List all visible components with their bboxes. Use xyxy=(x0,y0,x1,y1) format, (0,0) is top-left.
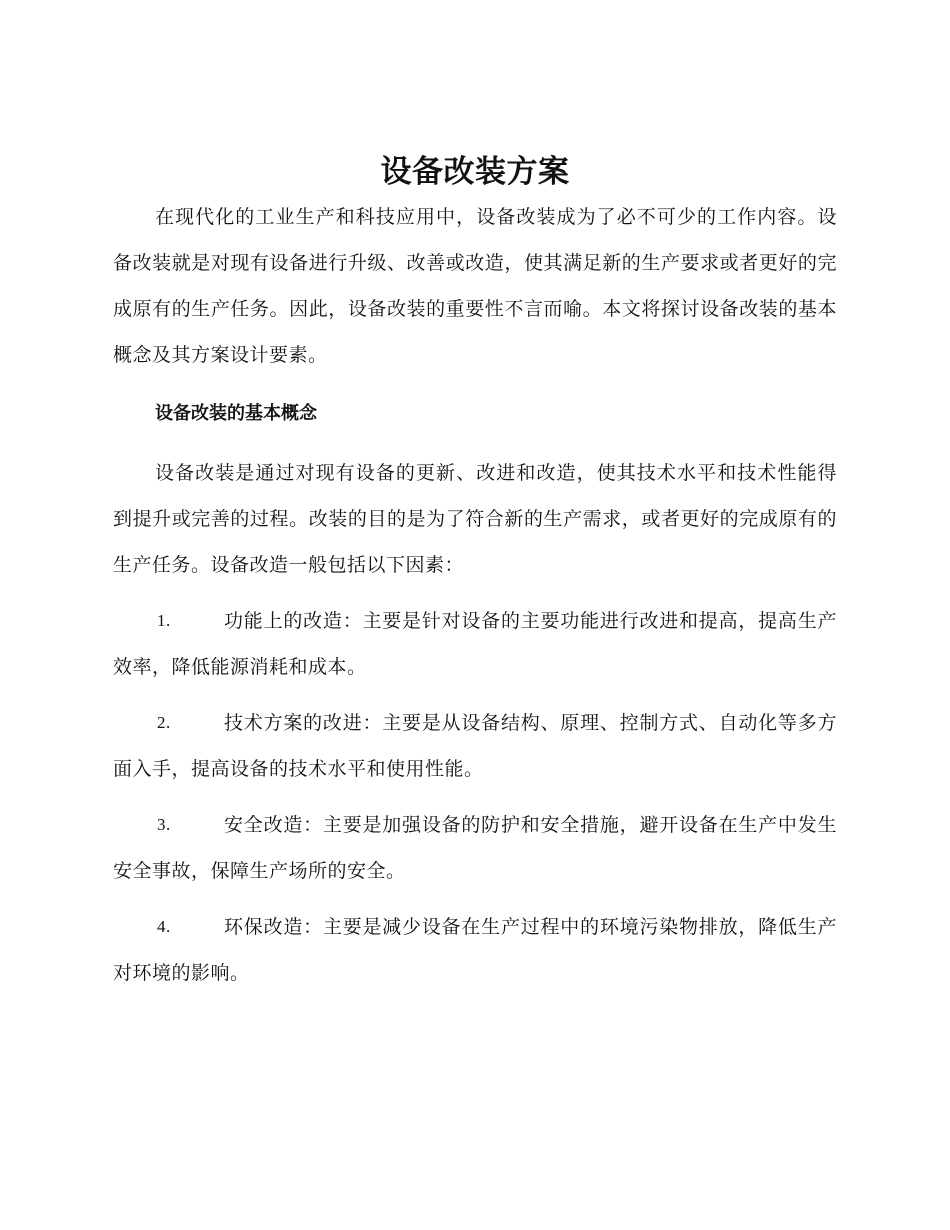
list-item xyxy=(113,598,837,690)
list-item xyxy=(113,700,837,792)
list-item-text: 环保改造：主要是减少设备在生产过程中的环境污染物排放，降低生产对环境的影响。 xyxy=(113,916,837,984)
list-item-number: 4. xyxy=(157,917,171,936)
list-item-number: 3. xyxy=(157,815,171,834)
list-item xyxy=(113,802,837,894)
list-item-text: 技术方案的改进：主要是从设备结构、原理、控制方式、自动化等多方面入手，提高设备的技术水平和使用性能。 xyxy=(113,712,837,780)
section-heading: 设备改装的基本概念 xyxy=(155,403,317,424)
list-item-number: 2. xyxy=(157,713,171,732)
list-item-text: 功能上的改造：主要是针对设备的主要功能进行改进和提高，提高生产效率，降低能源消耗和成本。 xyxy=(113,610,837,678)
concept-paragraph: 设备改装是通过对现有设备的更新、改进和改造，使其技术水平和技术性能得到提升或完善的过程。改装的目的是为了符合新的生产需求，或者更好的完成原有的生产任务。设备改造一般包括以下因素： xyxy=(113,462,837,576)
list-item-number: 1. xyxy=(157,611,171,630)
list-item xyxy=(113,904,837,996)
document-title: 设备改装方案 xyxy=(380,154,570,190)
intro-paragraph: 在现代化的工业生产和科技应用中，设备改装成为了必不可少的工作内容。设备改装就是对现有设备进行升级、改善或改造，使其满足新的生产要求或者更好的完成原有的生产任务。因此，设备改装的重要性不言而喻。本文将探讨设备改装的基本概念及其方案设计要素。 xyxy=(113,206,837,366)
list-item-text: 安全改造：主要是加强设备的防护和安全措施，避开设备在生产中发生安全事故，保障生产场所的安全。 xyxy=(113,814,837,882)
document-body xyxy=(113,148,837,996)
